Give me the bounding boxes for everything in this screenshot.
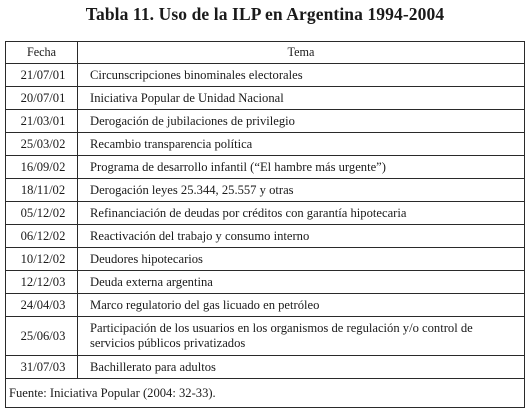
table-row (6, 225, 525, 248)
table-row (6, 179, 525, 202)
table-row (6, 294, 525, 317)
table-row (6, 64, 525, 87)
cell-fecha: 21/07/01 (6, 64, 78, 87)
cell-fecha: 25/06/03 (6, 317, 78, 356)
column-header-fecha: Fecha (6, 42, 78, 64)
cell-fecha: 06/12/02 (6, 225, 78, 248)
cell-tema: Programa de desarrollo infantil (“El hambre más urgente”) (78, 156, 525, 179)
cell-fecha: 21/03/01 (6, 110, 78, 133)
cell-tema: Deuda externa argentina (78, 271, 525, 294)
cell-tema: Reactivación del trabajo y consumo interno (78, 225, 525, 248)
cell-tema: Recambio transparencia política (78, 133, 525, 156)
cell-tema: Derogación de jubilaciones de privilegio (78, 110, 525, 133)
table-row (6, 356, 525, 379)
table-row (6, 317, 525, 356)
cell-tema: Iniciativa Popular de Unidad Nacional (78, 87, 525, 110)
cell-tema: Bachillerato para adultos (78, 356, 525, 379)
source-row (6, 379, 525, 408)
table-row (6, 248, 525, 271)
cell-tema: Participación de los usuarios en los organismos de regulación y/o control de servicios públicos privatizados (78, 317, 525, 356)
source-note: Fuente: Iniciativa Popular (2004: 32-33). (6, 379, 525, 408)
table-header-row (6, 42, 525, 64)
table-title: Tabla 11. Uso de la ILP en Argentina 1994-2004 (85, 4, 445, 24)
cell-fecha: 31/07/03 (6, 356, 78, 379)
table-row (6, 110, 525, 133)
cell-fecha: 24/04/03 (6, 294, 78, 317)
cell-fecha: 20/07/01 (6, 87, 78, 110)
cell-tema: Circunscripciones binominales electorales (78, 64, 525, 87)
ilp-table (5, 41, 525, 408)
cell-fecha: 25/03/02 (6, 133, 78, 156)
cell-fecha: 12/12/03 (6, 271, 78, 294)
cell-tema: Marco regulatorio del gas licuado en petróleo (78, 294, 525, 317)
cell-tema: Refinanciación de deudas por créditos con garantía hipotecaria (78, 202, 525, 225)
column-header-tema: Tema (78, 42, 525, 64)
table-row (6, 87, 525, 110)
cell-fecha: 10/12/02 (6, 248, 78, 271)
cell-tema: Deudores hipotecarios (78, 248, 525, 271)
table-row (6, 271, 525, 294)
table-row (6, 133, 525, 156)
cell-fecha: 18/11/02 (6, 179, 78, 202)
cell-tema: Derogación leyes 25.344, 25.557 y otras (78, 179, 525, 202)
cell-fecha: 05/12/02 (6, 202, 78, 225)
cell-fecha: 16/09/02 (6, 156, 78, 179)
table-row (6, 156, 525, 179)
table-row (6, 202, 525, 225)
